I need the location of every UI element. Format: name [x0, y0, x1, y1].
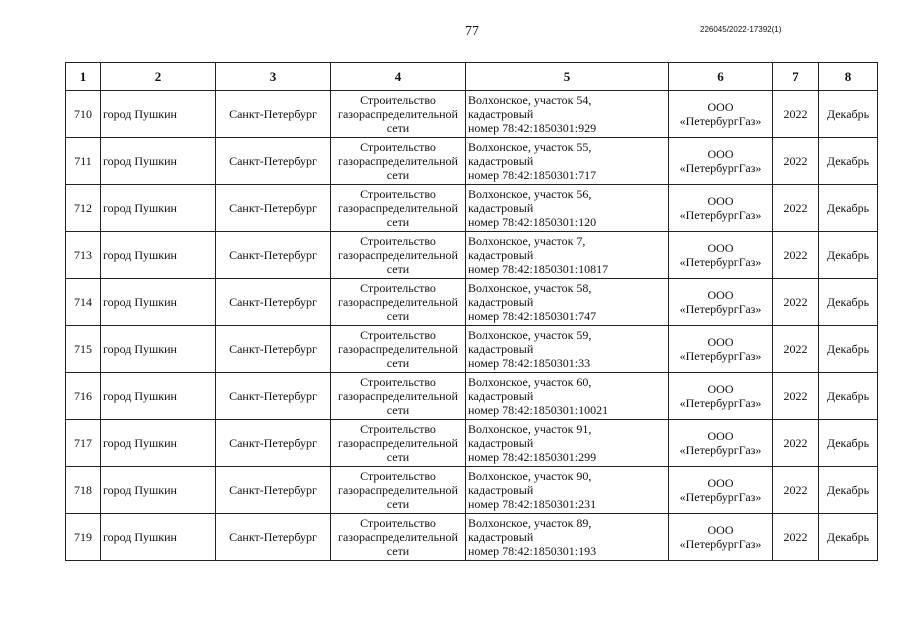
cadastral-number: номер 78:42:1850301:193 — [468, 544, 597, 558]
org-form: ООО — [707, 100, 734, 114]
cadastral-number: номер 78:42:1850301:717 — [468, 168, 597, 182]
year: 2022 — [773, 279, 819, 326]
table-row — [66, 420, 878, 467]
column-header: 6 — [669, 63, 773, 91]
table-row — [66, 91, 878, 138]
address-line: кадастровый — [468, 530, 534, 544]
address-line: Волхонское, участок 89, — [468, 516, 592, 530]
organization — [669, 279, 773, 326]
year: 2022 — [773, 373, 819, 420]
org-name: «ПетербургГаз» — [679, 349, 762, 363]
month: Декабрь — [819, 514, 878, 561]
org-name: «ПетербургГаз» — [679, 443, 762, 457]
organization — [669, 232, 773, 279]
work-type: Строительство газораспределительной сети — [331, 420, 466, 467]
org-name: «ПетербургГаз» — [679, 537, 762, 551]
city: Санкт-Петербург — [216, 514, 331, 561]
cadastral-number: номер 78:42:1850301:33 — [468, 356, 591, 370]
settlement: город Пушкин — [101, 91, 216, 138]
work-type: Строительство газораспределительной сети — [331, 467, 466, 514]
org-name: «ПетербургГаз» — [679, 396, 762, 410]
work-type: Строительство газораспределительной сети — [331, 514, 466, 561]
address-line: кадастровый — [468, 295, 534, 309]
organization — [669, 467, 773, 514]
org-name: «ПетербургГаз» — [679, 302, 762, 316]
table-row — [66, 514, 878, 561]
address-line: Волхонское, участок 56, — [468, 187, 592, 201]
settlement: город Пушкин — [101, 373, 216, 420]
org-form: ООО — [707, 523, 734, 537]
row-number: 719 — [66, 514, 101, 561]
address-line: кадастровый — [468, 483, 534, 497]
row-number: 716 — [66, 373, 101, 420]
row-number: 715 — [66, 326, 101, 373]
column-header: 4 — [331, 63, 466, 91]
address-line: Волхонское, участок 60, — [468, 375, 592, 389]
table-row — [66, 373, 878, 420]
year: 2022 — [773, 91, 819, 138]
address-line: Волхонское, участок 58, — [468, 281, 592, 295]
org-name: «ПетербургГаз» — [679, 490, 762, 504]
settlement: город Пушкин — [101, 232, 216, 279]
year: 2022 — [773, 232, 819, 279]
address-line: кадастровый — [468, 248, 534, 262]
header-row — [66, 63, 878, 91]
settlement: город Пушкин — [101, 326, 216, 373]
address — [466, 279, 669, 326]
document-id: 226045/2022-17392(1) — [700, 25, 782, 34]
address-line: Волхонское, участок 7, — [468, 234, 586, 248]
org-name: «ПетербургГаз» — [679, 208, 762, 222]
cadastral-number: номер 78:42:1850301:10817 — [468, 262, 609, 276]
city: Санкт-Петербург — [216, 185, 331, 232]
month: Декабрь — [819, 91, 878, 138]
column-header: 3 — [216, 63, 331, 91]
cadastral-number: номер 78:42:1850301:299 — [468, 450, 597, 464]
address — [466, 91, 669, 138]
table-row — [66, 279, 878, 326]
month: Декабрь — [819, 373, 878, 420]
settlement: город Пушкин — [101, 279, 216, 326]
address — [466, 420, 669, 467]
address-line: Волхонское, участок 91, — [468, 422, 592, 436]
column-header: 2 — [101, 63, 216, 91]
year: 2022 — [773, 514, 819, 561]
row-number: 714 — [66, 279, 101, 326]
month: Декабрь — [819, 279, 878, 326]
org-form: ООО — [707, 476, 734, 490]
year: 2022 — [773, 420, 819, 467]
page-number: 77 — [465, 24, 479, 39]
table-row — [66, 185, 878, 232]
address — [466, 232, 669, 279]
month: Декабрь — [819, 185, 878, 232]
work-type: Строительство газораспределительной сети — [331, 326, 466, 373]
address-line: Волхонское, участок 54, — [468, 93, 592, 107]
city: Санкт-Петербург — [216, 91, 331, 138]
city: Санкт-Петербург — [216, 279, 331, 326]
org-form: ООО — [707, 335, 734, 349]
org-form: ООО — [707, 288, 734, 302]
organization — [669, 326, 773, 373]
org-form: ООО — [707, 194, 734, 208]
row-number: 718 — [66, 467, 101, 514]
organization — [669, 373, 773, 420]
city: Санкт-Петербург — [216, 232, 331, 279]
address-line: кадастровый — [468, 342, 534, 356]
table-row — [66, 232, 878, 279]
organization — [669, 514, 773, 561]
column-header: 8 — [819, 63, 878, 91]
organization — [669, 420, 773, 467]
org-name: «ПетербургГаз» — [679, 255, 762, 269]
year: 2022 — [773, 326, 819, 373]
settlement: город Пушкин — [101, 514, 216, 561]
column-header: 7 — [773, 63, 819, 91]
organization — [669, 91, 773, 138]
cadastral-number: номер 78:42:1850301:747 — [468, 309, 597, 323]
work-type: Строительство газораспределительной сети — [331, 279, 466, 326]
work-type: Строительство газораспределительной сети — [331, 185, 466, 232]
work-type: Строительство газораспределительной сети — [331, 138, 466, 185]
month: Декабрь — [819, 138, 878, 185]
row-number: 711 — [66, 138, 101, 185]
organization — [669, 138, 773, 185]
work-type: Строительство газораспределительной сети — [331, 232, 466, 279]
work-type: Строительство газораспределительной сети — [331, 373, 466, 420]
year: 2022 — [773, 138, 819, 185]
row-number: 710 — [66, 91, 101, 138]
org-form: ООО — [707, 241, 734, 255]
city: Санкт-Петербург — [216, 420, 331, 467]
city: Санкт-Петербург — [216, 373, 331, 420]
work-type: Строительство газораспределительной сети — [331, 91, 466, 138]
address-line: кадастровый — [468, 436, 534, 450]
address — [466, 185, 669, 232]
address-line: кадастровый — [468, 154, 534, 168]
organization — [669, 185, 773, 232]
settlement: город Пушкин — [101, 138, 216, 185]
address-line: кадастровый — [468, 201, 534, 215]
settlement: город Пушкин — [101, 185, 216, 232]
address-line: Волхонское, участок 55, — [468, 140, 592, 154]
settlement: город Пушкин — [101, 467, 216, 514]
city: Санкт-Петербург — [216, 138, 331, 185]
city: Санкт-Петербург — [216, 467, 331, 514]
address-line: кадастровый — [468, 389, 534, 403]
column-header: 1 — [66, 63, 101, 91]
city: Санкт-Петербург — [216, 326, 331, 373]
table-row — [66, 138, 878, 185]
year: 2022 — [773, 467, 819, 514]
month: Декабрь — [819, 326, 878, 373]
cadastral-number: номер 78:42:1850301:231 — [468, 497, 597, 511]
address — [466, 467, 669, 514]
address — [466, 326, 669, 373]
data-table — [65, 62, 878, 561]
table-row — [66, 467, 878, 514]
address-line: Волхонское, участок 90, — [468, 469, 592, 483]
address — [466, 138, 669, 185]
column-header: 5 — [466, 63, 669, 91]
org-form: ООО — [707, 147, 734, 161]
cadastral-number: номер 78:42:1850301:929 — [468, 121, 597, 135]
address — [466, 373, 669, 420]
table-row — [66, 326, 878, 373]
cadastral-number: номер 78:42:1850301:10021 — [468, 403, 609, 417]
month: Декабрь — [819, 467, 878, 514]
cadastral-number: номер 78:42:1850301:120 — [468, 215, 597, 229]
month: Декабрь — [819, 232, 878, 279]
org-name: «ПетербургГаз» — [679, 114, 762, 128]
address-line: Волхонское, участок 59, — [468, 328, 592, 342]
row-number: 712 — [66, 185, 101, 232]
address-line: кадастровый — [468, 107, 534, 121]
org-name: «ПетербургГаз» — [679, 161, 762, 175]
year: 2022 — [773, 185, 819, 232]
org-form: ООО — [707, 429, 734, 443]
settlement: город Пушкин — [101, 420, 216, 467]
address — [466, 514, 669, 561]
org-form: ООО — [707, 382, 734, 396]
row-number: 713 — [66, 232, 101, 279]
month: Декабрь — [819, 420, 878, 467]
row-number: 717 — [66, 420, 101, 467]
